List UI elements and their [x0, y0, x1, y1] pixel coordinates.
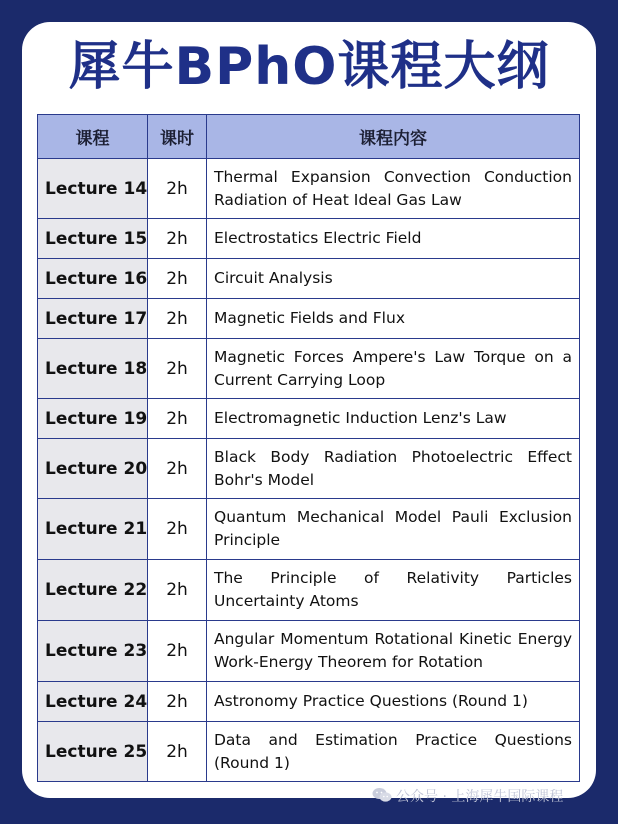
hours-cell: 2h [148, 299, 207, 339]
table-row [38, 560, 580, 621]
hours-cell: 2h [148, 439, 207, 499]
hours-cell: 2h [148, 560, 207, 621]
content-cell: Data and Estimation Practice Questions (Round 1) [207, 722, 580, 782]
table-header-row [38, 115, 580, 159]
header-lecture: 课程 [38, 115, 148, 159]
hours-cell: 2h [148, 339, 207, 399]
table-row [38, 159, 580, 219]
lecture-cell: Lecture 15 [38, 219, 148, 259]
hours-cell: 2h [148, 722, 207, 782]
table-row [38, 299, 580, 339]
lecture-cell: Lecture 19 [38, 399, 148, 439]
header-hours: 课时 [148, 115, 207, 159]
table-row [38, 219, 580, 259]
hours-cell: 2h [148, 682, 207, 722]
content-cell: Quantum Mechanical Model Pauli Exclusion Principle [207, 499, 580, 560]
lecture-cell: Lecture 24 [38, 682, 148, 722]
hours-cell: 2h [148, 259, 207, 299]
lecture-cell: Lecture 20 [38, 439, 148, 499]
lecture-cell: Lecture 18 [38, 339, 148, 399]
lecture-cell: Lecture 23 [38, 621, 148, 682]
page-title: 犀牛BPhO课程大纲 [68, 37, 550, 97]
hours-cell: 2h [148, 159, 207, 219]
watermark [372, 786, 563, 807]
lecture-cell: Lecture 22 [38, 560, 148, 621]
syllabus-table [37, 114, 580, 782]
watermark-text: 公众号 · 上海犀牛国际课程 [396, 789, 564, 805]
table-row [38, 339, 580, 399]
lecture-cell: Lecture 14 [38, 159, 148, 219]
lecture-cell: Lecture 17 [38, 299, 148, 339]
lecture-cell: Lecture 25 [38, 722, 148, 782]
content-cell: Angular Momentum Rotational Kinetic Energy Work-Energy Theorem for Rotation [207, 621, 580, 682]
table-row [38, 499, 580, 560]
hours-cell: 2h [148, 219, 207, 259]
content-cell: Magnetic Fields and Flux [207, 299, 580, 339]
lecture-cell: Lecture 21 [38, 499, 148, 560]
wechat-icon [372, 787, 392, 807]
header-content: 课程内容 [207, 115, 580, 159]
content-cell: Electromagnetic Induction Lenz's Law [207, 399, 580, 439]
table-row [38, 682, 580, 722]
content-cell: Black Body Radiation Photoelectric Effect Bohr's Model [207, 439, 580, 499]
content-cell: Electrostatics Electric Field [207, 219, 580, 259]
content-cell: Magnetic Forces Ampere's Law Torque on a Current Carrying Loop [207, 339, 580, 399]
hours-cell: 2h [148, 499, 207, 560]
table-row [38, 439, 580, 499]
table-row [38, 722, 580, 782]
content-cell: Circuit Analysis [207, 259, 580, 299]
lecture-cell: Lecture 16 [38, 259, 148, 299]
content-cell: The Principle of Relativity Particles Uncertainty Atoms [207, 560, 580, 621]
table-row [38, 399, 580, 439]
hours-cell: 2h [148, 621, 207, 682]
table-row [38, 621, 580, 682]
hours-cell: 2h [148, 399, 207, 439]
content-cell: Thermal Expansion Convection Conduction Radiation of Heat Ideal Gas Law [207, 159, 580, 219]
content-cell: Astronomy Practice Questions (Round 1) [207, 682, 580, 722]
table-row [38, 259, 580, 299]
